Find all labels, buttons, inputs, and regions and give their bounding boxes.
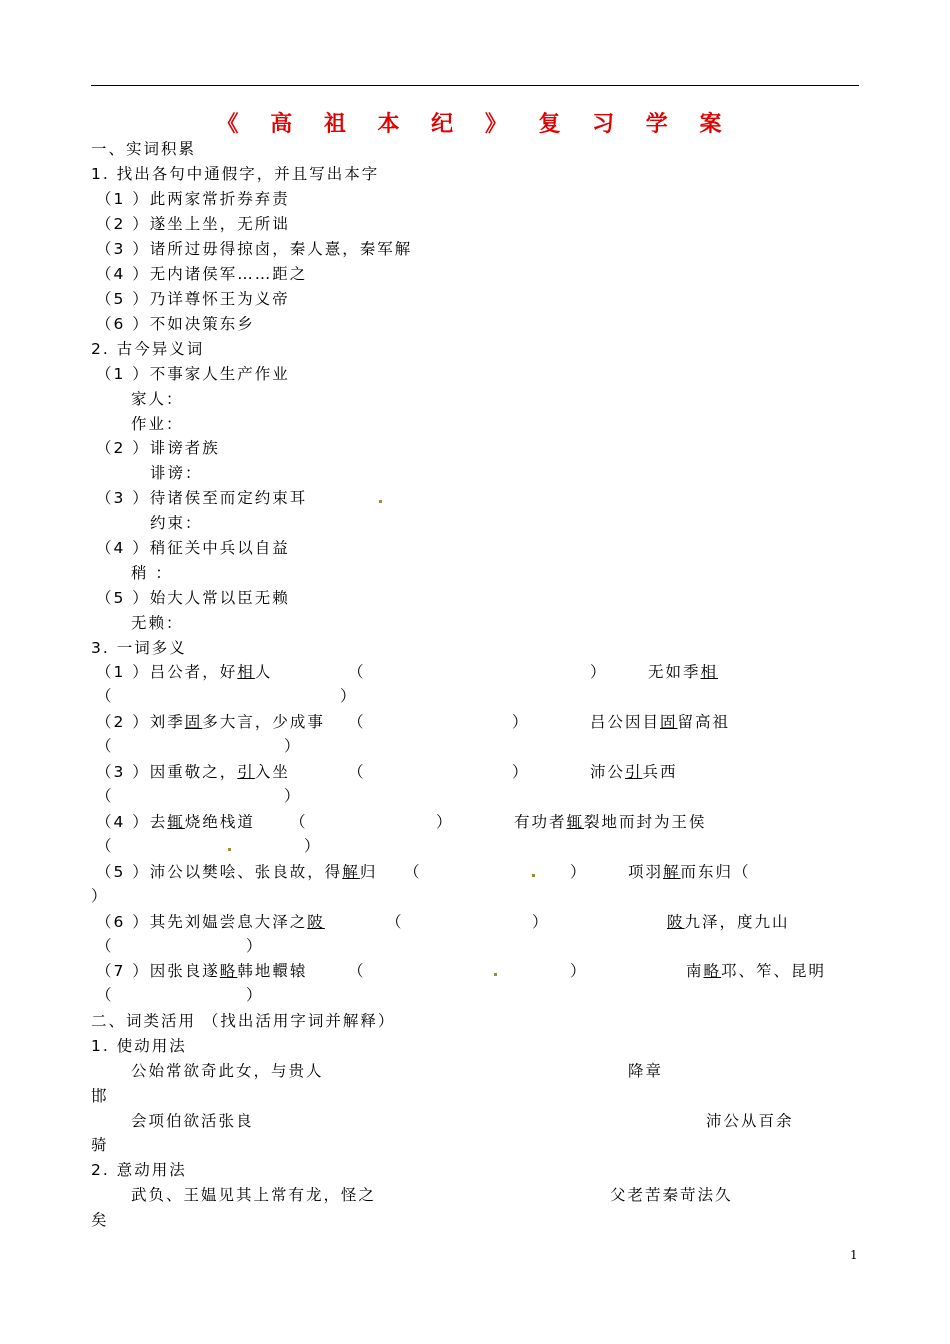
close-paren: ） [570, 962, 588, 980]
sentence-fragment: 烧绝栈道 [184, 813, 255, 831]
polysemy-sentence-b [686, 960, 826, 982]
polysemy-sentence-b [667, 911, 790, 933]
target-word: 辄 [566, 813, 585, 831]
open-paren: （ [96, 787, 114, 805]
polysemy-sentence-b [628, 861, 751, 883]
target-word: 引 [625, 763, 643, 781]
target-word: 解 [342, 863, 360, 881]
polysemy-sentence-b [514, 811, 707, 833]
polysemy-sentence-b [590, 761, 678, 783]
sentence-fragment: （6 ）其先刘媪尝息大泽之 [96, 913, 308, 931]
answer-prompt: 作业： [131, 415, 184, 433]
sentence-fragment: 而东归 [680, 863, 734, 881]
polysemy-sentence-b [590, 711, 730, 733]
question-heading: 1. 使动用法 [91, 1037, 187, 1055]
sentence-fragment: 兵西 [642, 763, 678, 781]
sentence-fragment: 韩地轘辕 [237, 962, 308, 980]
sentence-fragment: 无如季 [648, 663, 701, 681]
polysemy-sentence-a [96, 861, 377, 883]
target-word: 固 [660, 713, 678, 731]
target-word: 陂 [667, 913, 685, 931]
close-paren: ） [512, 763, 530, 781]
polysemy-sentence-a [96, 661, 272, 683]
section-heading: 一、实词积累 [91, 140, 197, 158]
answer-prompt: 诽谤： [150, 464, 203, 482]
sentence-fragment: 沛公 [590, 763, 626, 781]
close-paren: ） [570, 863, 588, 881]
header-rule [91, 85, 859, 86]
sentence-fragment: 有功者 [514, 813, 567, 831]
example-sentence: 武负、王媪见其上常有龙，怪之 [131, 1186, 377, 1204]
list-item: （2 ）遂坐上坐，无所诎 [96, 215, 290, 233]
question-heading: 3. 一词多义 [91, 639, 187, 657]
polysemy-sentence-a [96, 911, 325, 933]
sentence-fragment: 九泽，度九山 [684, 913, 790, 931]
open-paren: （ [386, 913, 404, 931]
close-paren: ） [340, 687, 358, 705]
sentence-fragment: 多大言，少成事 [202, 713, 325, 731]
sentence-fragment: （5 ）沛公以樊哙、张良故，得 [96, 863, 343, 881]
example-sentence: 父老苦秦苛法久 [610, 1186, 733, 1204]
example-sentence: 骑 [91, 1136, 109, 1154]
list-item: （2 ）诽谤者族 [96, 439, 220, 457]
speck-mark [379, 500, 382, 503]
target-word: 略 [703, 962, 722, 980]
close-paren: ） [91, 887, 109, 905]
question-heading: 1. 找出各句中通假字，并且写出本字 [91, 165, 380, 183]
list-item: （3 ）诸所过毋得掠卤，秦人憙，秦军解 [96, 240, 413, 258]
sentence-fragment: （ [733, 863, 751, 881]
example-sentence: 沛公从百余 [706, 1112, 794, 1130]
list-item: （1 ）不事家人生产作业 [96, 365, 290, 383]
list-item: （5 ）乃详尊怀王为义帝 [96, 290, 290, 308]
target-word: 引 [237, 763, 255, 781]
target-word: 固 [184, 713, 203, 731]
open-paren: （ [96, 737, 114, 755]
question-heading: 2. 意动用法 [91, 1161, 187, 1179]
open-paren: （ [96, 986, 114, 1004]
polysemy-sentence-a [96, 811, 255, 833]
polysemy-sentence-b [648, 661, 718, 683]
polysemy-sentence-a [96, 960, 307, 982]
answer-prompt: 约束： [150, 514, 203, 532]
sentence-fragment: 人 [254, 663, 273, 681]
speck-mark [228, 848, 231, 851]
sentence-fragment: （1 ）吕公者，好 [96, 663, 238, 681]
close-paren: ） [284, 737, 302, 755]
example-sentence: 邯 [91, 1087, 109, 1105]
open-paren: （ [348, 962, 366, 980]
list-item: （4 ）无内诸侯军……距之 [96, 265, 308, 283]
example-sentence: 降章 [628, 1062, 664, 1080]
sentence-fragment: （7 ）因张良遂 [96, 962, 220, 980]
target-word: 相 [237, 663, 255, 681]
sentence-fragment: 南 [686, 962, 704, 980]
polysemy-sentence-a [96, 711, 325, 733]
answer-prompt: 稍 ： [131, 564, 173, 582]
sentence-fragment: （4 ）去 [96, 813, 168, 831]
close-paren: ） [590, 663, 608, 681]
speck-mark [532, 874, 535, 877]
list-item: （4 ）稍征关中兵以自益 [96, 539, 290, 557]
open-paren: （ [404, 863, 422, 881]
sentence-fragment: 归 [359, 863, 378, 881]
open-paren: （ [348, 713, 366, 731]
open-paren: （ [348, 763, 366, 781]
answer-prompt: 无赖： [131, 614, 184, 632]
close-paren: ） [532, 913, 550, 931]
close-paren: ） [304, 837, 322, 855]
target-word: 辄 [167, 813, 185, 831]
close-paren: ） [246, 937, 264, 955]
page-title: 《 高 祖 本 纪 》 复 习 学 案 [216, 112, 734, 137]
close-paren: ） [436, 813, 454, 831]
page-number: 1 [850, 1248, 858, 1262]
open-paren: （ [348, 663, 366, 681]
example-sentence: 公始常欲奇此女，与贵人 [131, 1062, 324, 1080]
target-word: 陂 [307, 913, 325, 931]
list-item: （6 ）不如决策东乡 [96, 315, 255, 333]
sentence-fragment: 吕公因目 [590, 713, 661, 731]
open-paren: （ [96, 937, 114, 955]
sentence-fragment: 邛、笮、昆明 [721, 962, 827, 980]
section-heading: 二、词类活用 （找出活用字词并解释） [91, 1012, 396, 1030]
open-paren: （ [290, 813, 308, 831]
close-paren: ） [284, 787, 302, 805]
question-heading: 2. 古今异义词 [91, 340, 205, 358]
target-word: 略 [219, 962, 238, 980]
polysemy-sentence-a [96, 761, 290, 783]
open-paren: （ [96, 837, 114, 855]
sentence-fragment: 裂地而封为王侯 [584, 813, 707, 831]
list-item: （3 ）待诸侯至而定约束耳 [96, 489, 308, 507]
target-word: 解 [663, 863, 681, 881]
example-sentence: 矣 [91, 1211, 109, 1229]
sentence-fragment: 项羽 [628, 863, 664, 881]
sentence-fragment: 留高祖 [677, 713, 731, 731]
close-paren: ） [246, 986, 264, 1004]
list-item: （5 ）始大人常以臣无赖 [96, 589, 290, 607]
sentence-fragment: 入坐 [254, 763, 290, 781]
sentence-fragment: （3 ）因重敬之， [96, 763, 238, 781]
close-paren: ） [512, 713, 530, 731]
sentence-fragment: （2 ）刘季 [96, 713, 185, 731]
target-word: 相 [700, 663, 719, 681]
open-paren: （ [96, 687, 114, 705]
speck-mark [494, 973, 497, 976]
example-sentence: 会项伯欲活张良 [131, 1112, 254, 1130]
answer-prompt: 家人： [131, 390, 184, 408]
list-item: （1 ）此两家常折券弃责 [96, 190, 290, 208]
